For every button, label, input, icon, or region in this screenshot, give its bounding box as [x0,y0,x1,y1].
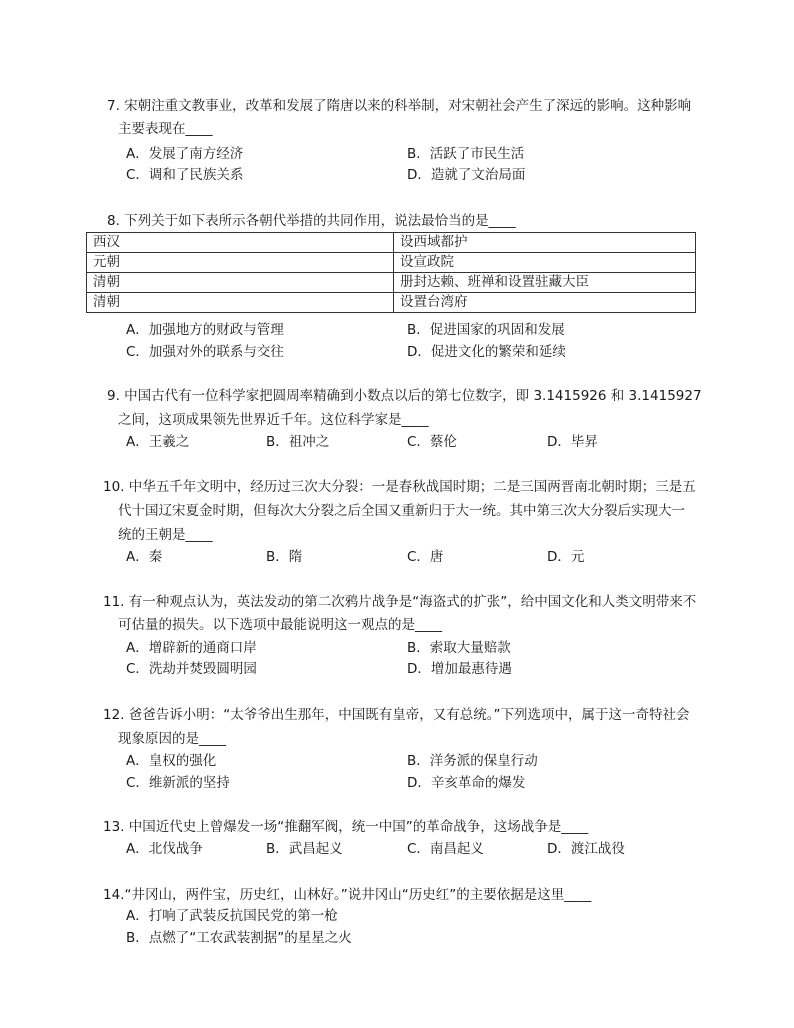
q13-option-d: D．渡江战役 [547,841,625,857]
q11-stem-line2: 可估量的损失。以下选项中最能说明这一观点的是____ [118,617,442,633]
q9-option-b: B．祖冲之 [266,434,330,450]
q11-stem-line1: 11. 有一种观点认为，英法发动的第二次鸦片战争是“海盗式的扩张”，给中国文化和人类文明带来不 [103,594,697,610]
q11-option-c: C．洗劫并焚毁圆明园 [126,661,257,677]
q12-option-c: C．维新派的坚持 [126,775,230,791]
q7-stem-line1: 7. 宋朝注重文教事业，改革和发展了隋唐以来的科举制，对宋朝社会产生了深远的影响。这种影响 [107,98,692,114]
q8-stem-line1: 8. 下列关于如下表所示各朝代举措的共同作用，说法最恰当的是____ [107,213,516,229]
table-cell-measure: 册封达赖、班禅和设置驻藏大臣 [394,273,696,293]
q10-option-b: B．隋 [266,549,303,565]
q9-option-c: C．蔡伦 [407,434,457,450]
q12-option-a: A．皇权的强化 [126,753,217,769]
q11-option-d: D．增加最惠待遇 [407,661,512,677]
table-row [87,253,696,273]
q7-stem-line2: 主要表现在____ [118,121,213,137]
table-cell-dynasty: 元朝 [87,253,394,273]
q12-option-d: D．辛亥革命的爆发 [407,775,526,791]
table-cell-measure: 设宣政院 [394,253,696,273]
table-cell-measure: 设西域都护 [394,233,696,253]
q10-stem-line2: 代十国辽宋夏金时期，但每次大分裂之后全国又重新归于大一统。其中第三次大分裂后实现大一 [118,503,685,519]
q8-option-b: B．促进国家的巩固和发展 [407,322,565,338]
q14-option-a: A．打响了武装反抗国民党的第一枪 [126,908,338,924]
q12-option-b: B．洋务派的保皇行动 [407,753,538,769]
q10-stem-line3: 统的王朝是____ [118,527,213,543]
q7-option-b: B．活跃了市民生活 [407,146,525,162]
q7-option-d: D．造就了文治局面 [407,167,526,183]
q13-option-a: A．北伐战争 [126,841,203,857]
q8-dynasty-table [86,232,696,313]
q9-stem-line1: 9. 中国古代有一位科学家把圆周率精确到小数点以后的第七位数字，即 3.1415926 和 3.1415927 [107,388,702,404]
q11-option-a: A．增辟新的通商口岸 [126,640,257,656]
table-cell-dynasty: 西汉 [87,233,394,253]
table-cell-measure: 设置台湾府 [394,293,696,313]
q9-stem-line2: 之间，这项成果领先世界近千年。这位科学家是____ [118,412,429,428]
table-cell-dynasty: 清朝 [87,273,394,293]
q9-option-a: A．王羲之 [126,434,190,450]
q8-option-c: C．加强对外的联系与交往 [126,344,284,360]
q14-stem-line1: 14.“井冈山，两件宝，历史红，山林好。”说井冈山“历史红”的主要依据是这里____ [103,887,592,903]
q12-stem-line1: 12. 爸爸告诉小明：“太爷爷出生那年，中国既有皇帝，又有总统。”下列选项中，属于这一奇特社会 [103,707,690,723]
q11-option-b: B．索取大量赔款 [407,640,511,656]
q7-option-a: A．发展了南方经济 [126,146,244,162]
table-cell-dynasty: 清朝 [87,293,394,313]
table-row [87,293,696,313]
q7-option-c: C．调和了民族关系 [126,167,244,183]
q8-option-d: D．促进文化的繁荣和延续 [407,344,566,360]
q13-option-b: B．武昌起义 [266,841,343,857]
q10-option-a: A．秦 [126,549,163,565]
q9-option-d: D．毕昇 [547,434,598,450]
q13-stem-line1: 13. 中国近代史上曾爆发一场“推翻军阀，统一中国”的革命战争，这场战争是____ [103,819,589,835]
table-row [87,273,696,293]
q12-stem-line2: 现象原因的是____ [118,731,226,747]
q14-option-b: B．点燃了“工农武装割据”的星星之火 [126,930,352,946]
q13-option-c: C．南昌起义 [407,841,484,857]
q10-option-c: C．唐 [407,549,444,565]
q10-option-d: D．元 [547,549,585,565]
q8-option-a: A．加强地方的财政与管理 [126,322,284,338]
table-row [87,233,696,253]
q10-stem-line1: 10. 中华五千年文明中，经历过三次大分裂：一是春秋战国时期；二是三国两晋南北朝时期；三是五 [103,479,696,495]
